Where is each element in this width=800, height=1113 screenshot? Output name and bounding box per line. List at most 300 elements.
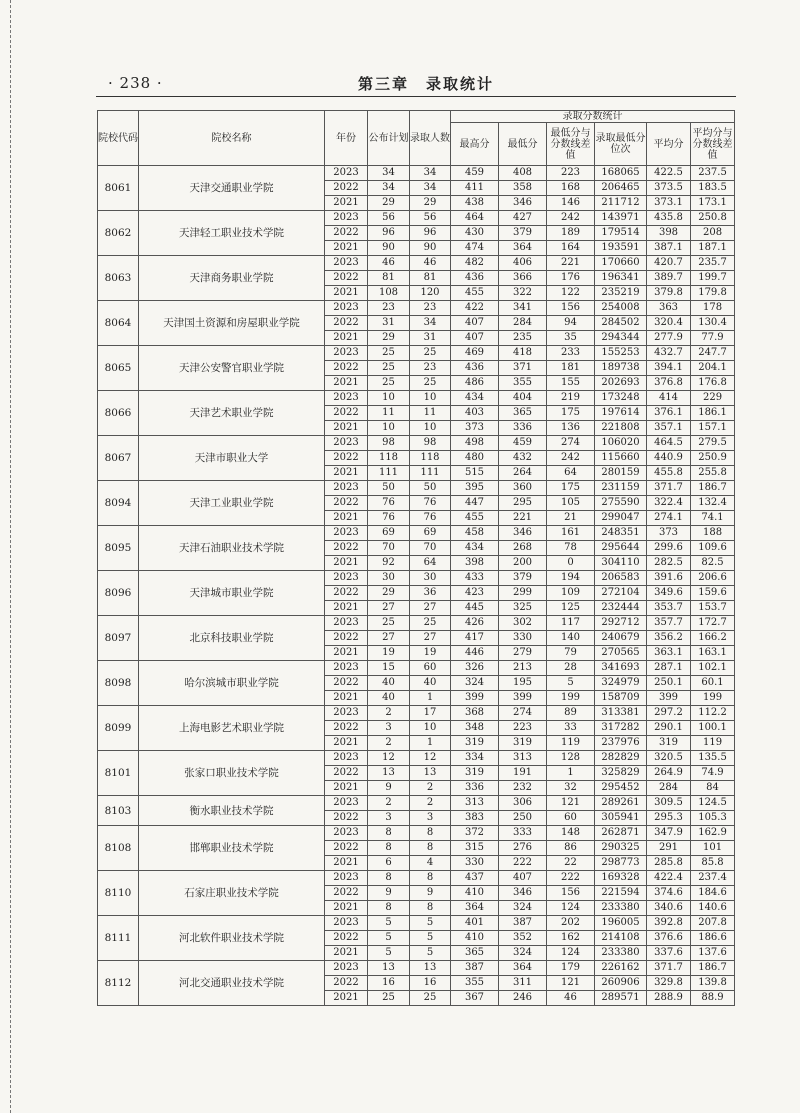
min-rank-cell: 290325 — [595, 841, 647, 856]
avg-diff-cell: 186.7 — [691, 961, 735, 976]
admitted-cell: 10 — [410, 391, 451, 406]
admitted-cell: 34 — [410, 181, 451, 196]
school-code: 8065 — [98, 346, 139, 391]
admitted-cell: 25 — [410, 376, 451, 391]
avg-diff-cell: 132.4 — [691, 496, 735, 511]
max-score-cell: 334 — [451, 751, 499, 766]
min-diff-cell: 175 — [547, 481, 595, 496]
school-code: 8062 — [98, 211, 139, 256]
min-score-cell: 358 — [499, 181, 547, 196]
avg-diff-cell: 84 — [691, 781, 735, 796]
min-rank-cell: 275590 — [595, 496, 647, 511]
school-code: 8063 — [98, 256, 139, 301]
min-diff-cell: 274 — [547, 436, 595, 451]
max-score-cell: 367 — [451, 991, 499, 1006]
avg-score-cell: 363 — [647, 301, 691, 316]
min-score-cell: 313 — [499, 751, 547, 766]
min-diff-cell: 22 — [547, 856, 595, 871]
max-score-cell: 399 — [451, 691, 499, 706]
admitted-cell: 27 — [410, 601, 451, 616]
table-row — [98, 751, 735, 766]
plan-cell: 11 — [368, 406, 410, 421]
admitted-cell: 23 — [410, 301, 451, 316]
min-rank-cell: 143971 — [595, 211, 647, 226]
plan-cell: 8 — [368, 871, 410, 886]
school-name: 天津工业职业学院 — [139, 481, 325, 526]
plan-cell: 46 — [368, 256, 410, 271]
avg-diff-cell: 178 — [691, 301, 735, 316]
avg-score-cell: 398 — [647, 226, 691, 241]
min-diff-cell: 202 — [547, 916, 595, 931]
plan-cell: 25 — [368, 346, 410, 361]
admitted-cell: 25 — [410, 616, 451, 631]
avg-score-cell: 414 — [647, 391, 691, 406]
avg-score-cell: 297.2 — [647, 706, 691, 721]
binding-margin-line — [10, 0, 11, 1113]
max-score-cell: 458 — [451, 526, 499, 541]
plan-cell: 10 — [368, 391, 410, 406]
avg-score-cell: 274.1 — [647, 511, 691, 526]
plan-cell: 8 — [368, 826, 410, 841]
avg-diff-cell: 109.6 — [691, 541, 735, 556]
plan-cell: 69 — [368, 526, 410, 541]
header-avg: 平均分 — [647, 123, 691, 166]
min-rank-cell: 299047 — [595, 511, 647, 526]
min-diff-cell: 94 — [547, 316, 595, 331]
plan-cell: 29 — [368, 196, 410, 211]
plan-cell: 15 — [368, 661, 410, 676]
min-rank-cell: 189738 — [595, 361, 647, 376]
min-rank-cell: 298773 — [595, 856, 647, 871]
plan-cell: 19 — [368, 646, 410, 661]
min-rank-cell: 254008 — [595, 301, 647, 316]
max-score-cell: 401 — [451, 916, 499, 931]
avg-diff-cell: 153.7 — [691, 601, 735, 616]
header-year: 年份 — [325, 111, 368, 166]
max-score-cell: 480 — [451, 451, 499, 466]
school-code: 8096 — [98, 571, 139, 616]
year-cell: 2021 — [325, 736, 368, 751]
min-rank-cell: 325829 — [595, 766, 647, 781]
min-score-cell: 250 — [499, 811, 547, 826]
school-name: 邯郸职业技术学院 — [139, 826, 325, 871]
avg-diff-cell: 105.3 — [691, 811, 735, 826]
school-code: 8101 — [98, 751, 139, 796]
min-score-cell: 330 — [499, 631, 547, 646]
max-score-cell: 395 — [451, 481, 499, 496]
min-score-cell: 427 — [499, 211, 547, 226]
min-score-cell: 379 — [499, 226, 547, 241]
min-diff-cell: 105 — [547, 496, 595, 511]
min-rank-cell: 206583 — [595, 571, 647, 586]
min-score-cell: 279 — [499, 646, 547, 661]
admitted-cell: 31 — [410, 331, 451, 346]
min-score-cell: 222 — [499, 856, 547, 871]
year-cell: 2022 — [325, 316, 368, 331]
min-score-cell: 355 — [499, 376, 547, 391]
avg-score-cell: 387.1 — [647, 241, 691, 256]
min-score-cell: 333 — [499, 826, 547, 841]
plan-cell: 118 — [368, 451, 410, 466]
min-diff-cell: 194 — [547, 571, 595, 586]
avg-diff-cell: 101 — [691, 841, 735, 856]
min-diff-cell: 221 — [547, 256, 595, 271]
max-score-cell: 324 — [451, 676, 499, 691]
avg-score-cell: 291 — [647, 841, 691, 856]
max-score-cell: 348 — [451, 721, 499, 736]
min-rank-cell: 155253 — [595, 346, 647, 361]
max-score-cell: 326 — [451, 661, 499, 676]
year-cell: 2021 — [325, 331, 368, 346]
min-diff-cell: 140 — [547, 631, 595, 646]
avg-diff-cell: 166.2 — [691, 631, 735, 646]
min-diff-cell: 86 — [547, 841, 595, 856]
min-score-cell: 299 — [499, 586, 547, 601]
school-name: 天津商务职业学院 — [139, 256, 325, 301]
avg-score-cell: 376.8 — [647, 376, 691, 391]
max-score-cell: 447 — [451, 496, 499, 511]
max-score-cell: 433 — [451, 571, 499, 586]
avg-diff-cell: 250.9 — [691, 451, 735, 466]
max-score-cell: 464 — [451, 211, 499, 226]
avg-diff-cell: 229 — [691, 391, 735, 406]
plan-cell: 50 — [368, 481, 410, 496]
school-name: 河北软件职业技术学院 — [139, 916, 325, 961]
min-score-cell: 325 — [499, 601, 547, 616]
avg-diff-cell: 199.7 — [691, 271, 735, 286]
admitted-cell: 19 — [410, 646, 451, 661]
year-cell: 2023 — [325, 166, 368, 181]
max-score-cell: 319 — [451, 736, 499, 751]
min-diff-cell: 121 — [547, 976, 595, 991]
admitted-cell: 8 — [410, 826, 451, 841]
year-cell: 2023 — [325, 751, 368, 766]
avg-score-cell: 349.6 — [647, 586, 691, 601]
year-cell: 2023 — [325, 436, 368, 451]
min-diff-cell: 175 — [547, 406, 595, 421]
min-diff-cell: 0 — [547, 556, 595, 571]
min-rank-cell: 317282 — [595, 721, 647, 736]
admitted-cell: 8 — [410, 901, 451, 916]
plan-cell: 16 — [368, 976, 410, 991]
min-rank-cell: 197614 — [595, 406, 647, 421]
max-score-cell: 455 — [451, 286, 499, 301]
min-diff-cell: 64 — [547, 466, 595, 481]
header-plan: 公布计划 — [368, 111, 410, 166]
header-min: 最低分 — [499, 123, 547, 166]
avg-score-cell: 320.5 — [647, 751, 691, 766]
min-rank-cell: 235219 — [595, 286, 647, 301]
header-admitted: 录取人数 — [410, 111, 451, 166]
avg-score-cell: 373 — [647, 526, 691, 541]
table-row — [98, 916, 735, 931]
min-rank-cell: 294344 — [595, 331, 647, 346]
avg-score-cell: 353.7 — [647, 601, 691, 616]
table-row — [98, 301, 735, 316]
plan-cell: 2 — [368, 736, 410, 751]
min-score-cell: 336 — [499, 421, 547, 436]
year-cell: 2022 — [325, 451, 368, 466]
header-rule — [96, 96, 736, 97]
plan-cell: 29 — [368, 331, 410, 346]
plan-cell: 8 — [368, 841, 410, 856]
max-score-cell: 410 — [451, 931, 499, 946]
plan-cell: 40 — [368, 691, 410, 706]
admitted-cell: 10 — [410, 721, 451, 736]
admitted-cell: 76 — [410, 511, 451, 526]
avg-diff-cell: 60.1 — [691, 676, 735, 691]
min-rank-cell: 232444 — [595, 601, 647, 616]
plan-cell: 34 — [368, 166, 410, 181]
max-score-cell: 515 — [451, 466, 499, 481]
year-cell: 2022 — [325, 181, 368, 196]
min-score-cell: 387 — [499, 916, 547, 931]
avg-diff-cell: 139.8 — [691, 976, 735, 991]
min-diff-cell: 5 — [547, 676, 595, 691]
avg-diff-cell: 186.7 — [691, 481, 735, 496]
year-cell: 2022 — [325, 766, 368, 781]
min-score-cell: 360 — [499, 481, 547, 496]
year-cell: 2022 — [325, 841, 368, 856]
min-diff-cell: 117 — [547, 616, 595, 631]
year-cell: 2023 — [325, 481, 368, 496]
header-min-diff: 最低分与分数线差值 — [547, 123, 595, 166]
avg-diff-cell: 157.1 — [691, 421, 735, 436]
year-cell: 2021 — [325, 241, 368, 256]
min-diff-cell: 222 — [547, 871, 595, 886]
avg-score-cell: 394.1 — [647, 361, 691, 376]
min-diff-cell: 124 — [547, 946, 595, 961]
min-score-cell: 221 — [499, 511, 547, 526]
avg-diff-cell: 119 — [691, 736, 735, 751]
table-row — [98, 436, 735, 451]
school-code: 8094 — [98, 481, 139, 526]
plan-cell: 2 — [368, 796, 410, 811]
avg-diff-cell: 85.8 — [691, 856, 735, 871]
avg-diff-cell: 176.8 — [691, 376, 735, 391]
avg-diff-cell: 102.1 — [691, 661, 735, 676]
school-code: 8108 — [98, 826, 139, 871]
year-cell: 2022 — [325, 631, 368, 646]
avg-score-cell: 287.1 — [647, 661, 691, 676]
plan-cell: 2 — [368, 706, 410, 721]
admitted-cell: 10 — [410, 421, 451, 436]
school-name: 石家庄职业技术学院 — [139, 871, 325, 916]
max-score-cell: 446 — [451, 646, 499, 661]
avg-score-cell: 373.5 — [647, 181, 691, 196]
min-diff-cell: 78 — [547, 541, 595, 556]
year-cell: 2022 — [325, 931, 368, 946]
admitted-cell: 23 — [410, 361, 451, 376]
min-diff-cell: 125 — [547, 601, 595, 616]
min-diff-cell: 189 — [547, 226, 595, 241]
plan-cell: 27 — [368, 631, 410, 646]
plan-cell: 96 — [368, 226, 410, 241]
min-score-cell: 408 — [499, 166, 547, 181]
plan-cell: 25 — [368, 991, 410, 1006]
min-rank-cell: 324979 — [595, 676, 647, 691]
min-score-cell: 371 — [499, 361, 547, 376]
min-diff-cell: 79 — [547, 646, 595, 661]
avg-diff-cell: 163.1 — [691, 646, 735, 661]
year-cell: 2021 — [325, 901, 368, 916]
plan-cell: 3 — [368, 721, 410, 736]
header-code: 院校代码 — [98, 111, 139, 166]
year-cell: 2023 — [325, 871, 368, 886]
year-cell: 2021 — [325, 286, 368, 301]
min-rank-cell: 221808 — [595, 421, 647, 436]
table-row — [98, 571, 735, 586]
min-rank-cell: 193591 — [595, 241, 647, 256]
plan-cell: 76 — [368, 511, 410, 526]
min-diff-cell: 156 — [547, 301, 595, 316]
year-cell: 2022 — [325, 586, 368, 601]
school-code: 8064 — [98, 301, 139, 346]
table-row — [98, 616, 735, 631]
min-diff-cell: 60 — [547, 811, 595, 826]
min-rank-cell: 202693 — [595, 376, 647, 391]
max-score-cell: 430 — [451, 226, 499, 241]
min-rank-cell: 214108 — [595, 931, 647, 946]
min-rank-cell: 169328 — [595, 871, 647, 886]
avg-diff-cell: 183.5 — [691, 181, 735, 196]
plan-cell: 12 — [368, 751, 410, 766]
avg-diff-cell: 74.1 — [691, 511, 735, 526]
year-cell: 2021 — [325, 781, 368, 796]
avg-diff-cell: 137.6 — [691, 946, 735, 961]
table-row — [98, 661, 735, 676]
avg-score-cell: 422.5 — [647, 166, 691, 181]
plan-cell: 23 — [368, 301, 410, 316]
min-rank-cell: 168065 — [595, 166, 647, 181]
avg-score-cell: 440.9 — [647, 451, 691, 466]
admitted-cell: 34 — [410, 316, 451, 331]
admitted-cell: 50 — [410, 481, 451, 496]
min-score-cell: 268 — [499, 541, 547, 556]
avg-score-cell: 264.9 — [647, 766, 691, 781]
min-diff-cell: 148 — [547, 826, 595, 841]
year-cell: 2021 — [325, 691, 368, 706]
min-score-cell: 346 — [499, 886, 547, 901]
plan-cell: 13 — [368, 961, 410, 976]
max-score-cell: 423 — [451, 586, 499, 601]
min-diff-cell: 136 — [547, 421, 595, 436]
avg-diff-cell: 88.9 — [691, 991, 735, 1006]
school-name: 上海电影艺术职业学院 — [139, 706, 325, 751]
max-score-cell: 417 — [451, 631, 499, 646]
min-rank-cell: 304110 — [595, 556, 647, 571]
admitted-cell: 96 — [410, 226, 451, 241]
avg-score-cell: 363.1 — [647, 646, 691, 661]
min-score-cell: 346 — [499, 526, 547, 541]
avg-score-cell: 329.8 — [647, 976, 691, 991]
admitted-cell: 81 — [410, 271, 451, 286]
avg-diff-cell: 187.1 — [691, 241, 735, 256]
avg-diff-cell: 247.7 — [691, 346, 735, 361]
table-row — [98, 256, 735, 271]
admitted-cell: 16 — [410, 976, 451, 991]
max-score-cell: 436 — [451, 271, 499, 286]
admitted-cell: 60 — [410, 661, 451, 676]
avg-diff-cell: 77.9 — [691, 331, 735, 346]
min-rank-cell: 233380 — [595, 901, 647, 916]
avg-diff-cell: 206.6 — [691, 571, 735, 586]
avg-score-cell: 391.6 — [647, 571, 691, 586]
school-name: 天津国土资源和房屋职业学院 — [139, 301, 325, 346]
max-score-cell: 383 — [451, 811, 499, 826]
min-diff-cell: 161 — [547, 526, 595, 541]
max-score-cell: 407 — [451, 331, 499, 346]
avg-diff-cell: 199 — [691, 691, 735, 706]
avg-score-cell: 250.1 — [647, 676, 691, 691]
avg-score-cell: 290.1 — [647, 721, 691, 736]
avg-diff-cell: 250.8 — [691, 211, 735, 226]
min-rank-cell: 313381 — [595, 706, 647, 721]
plan-cell: 10 — [368, 421, 410, 436]
min-rank-cell: 289261 — [595, 796, 647, 811]
year-cell: 2022 — [325, 541, 368, 556]
min-rank-cell: 305941 — [595, 811, 647, 826]
admitted-cell: 2 — [410, 796, 451, 811]
admitted-cell: 98 — [410, 436, 451, 451]
max-score-cell: 372 — [451, 826, 499, 841]
year-cell: 2021 — [325, 511, 368, 526]
avg-score-cell: 337.6 — [647, 946, 691, 961]
max-score-cell: 365 — [451, 946, 499, 961]
avg-score-cell: 420.7 — [647, 256, 691, 271]
plan-cell: 56 — [368, 211, 410, 226]
school-name: 天津城市职业学院 — [139, 571, 325, 616]
avg-score-cell: 371.7 — [647, 481, 691, 496]
min-score-cell: 365 — [499, 406, 547, 421]
min-diff-cell: 28 — [547, 661, 595, 676]
min-score-cell: 324 — [499, 901, 547, 916]
min-score-cell: 223 — [499, 721, 547, 736]
admitted-cell: 5 — [410, 916, 451, 931]
min-diff-cell: 168 — [547, 181, 595, 196]
avg-diff-cell: 235.7 — [691, 256, 735, 271]
plan-cell: 9 — [368, 781, 410, 796]
school-code: 8067 — [98, 436, 139, 481]
school-code: 8098 — [98, 661, 139, 706]
min-rank-cell: 196005 — [595, 916, 647, 931]
plan-cell: 25 — [368, 616, 410, 631]
min-rank-cell: 233380 — [595, 946, 647, 961]
admitted-cell: 8 — [410, 841, 451, 856]
avg-score-cell: 282.5 — [647, 556, 691, 571]
admitted-cell: 34 — [410, 166, 451, 181]
max-score-cell: 438 — [451, 196, 499, 211]
max-score-cell: 426 — [451, 616, 499, 631]
min-score-cell: 284 — [499, 316, 547, 331]
admitted-cell: 5 — [410, 946, 451, 961]
year-cell: 2021 — [325, 646, 368, 661]
max-score-cell: 398 — [451, 556, 499, 571]
school-name: 天津轻工职业技术学院 — [139, 211, 325, 256]
min-score-cell: 195 — [499, 676, 547, 691]
year-cell: 2023 — [325, 391, 368, 406]
school-name: 河北交通职业技术学院 — [139, 961, 325, 1006]
year-cell: 2022 — [325, 271, 368, 286]
header-score-group: 录取分数统计 — [451, 111, 735, 123]
min-diff-cell: 176 — [547, 271, 595, 286]
admitted-cell: 4 — [410, 856, 451, 871]
table-row — [98, 826, 735, 841]
plan-cell: 3 — [368, 811, 410, 826]
header-name: 院校名称 — [139, 111, 325, 166]
max-score-cell: 403 — [451, 406, 499, 421]
school-name: 哈尔滨城市职业学院 — [139, 661, 325, 706]
